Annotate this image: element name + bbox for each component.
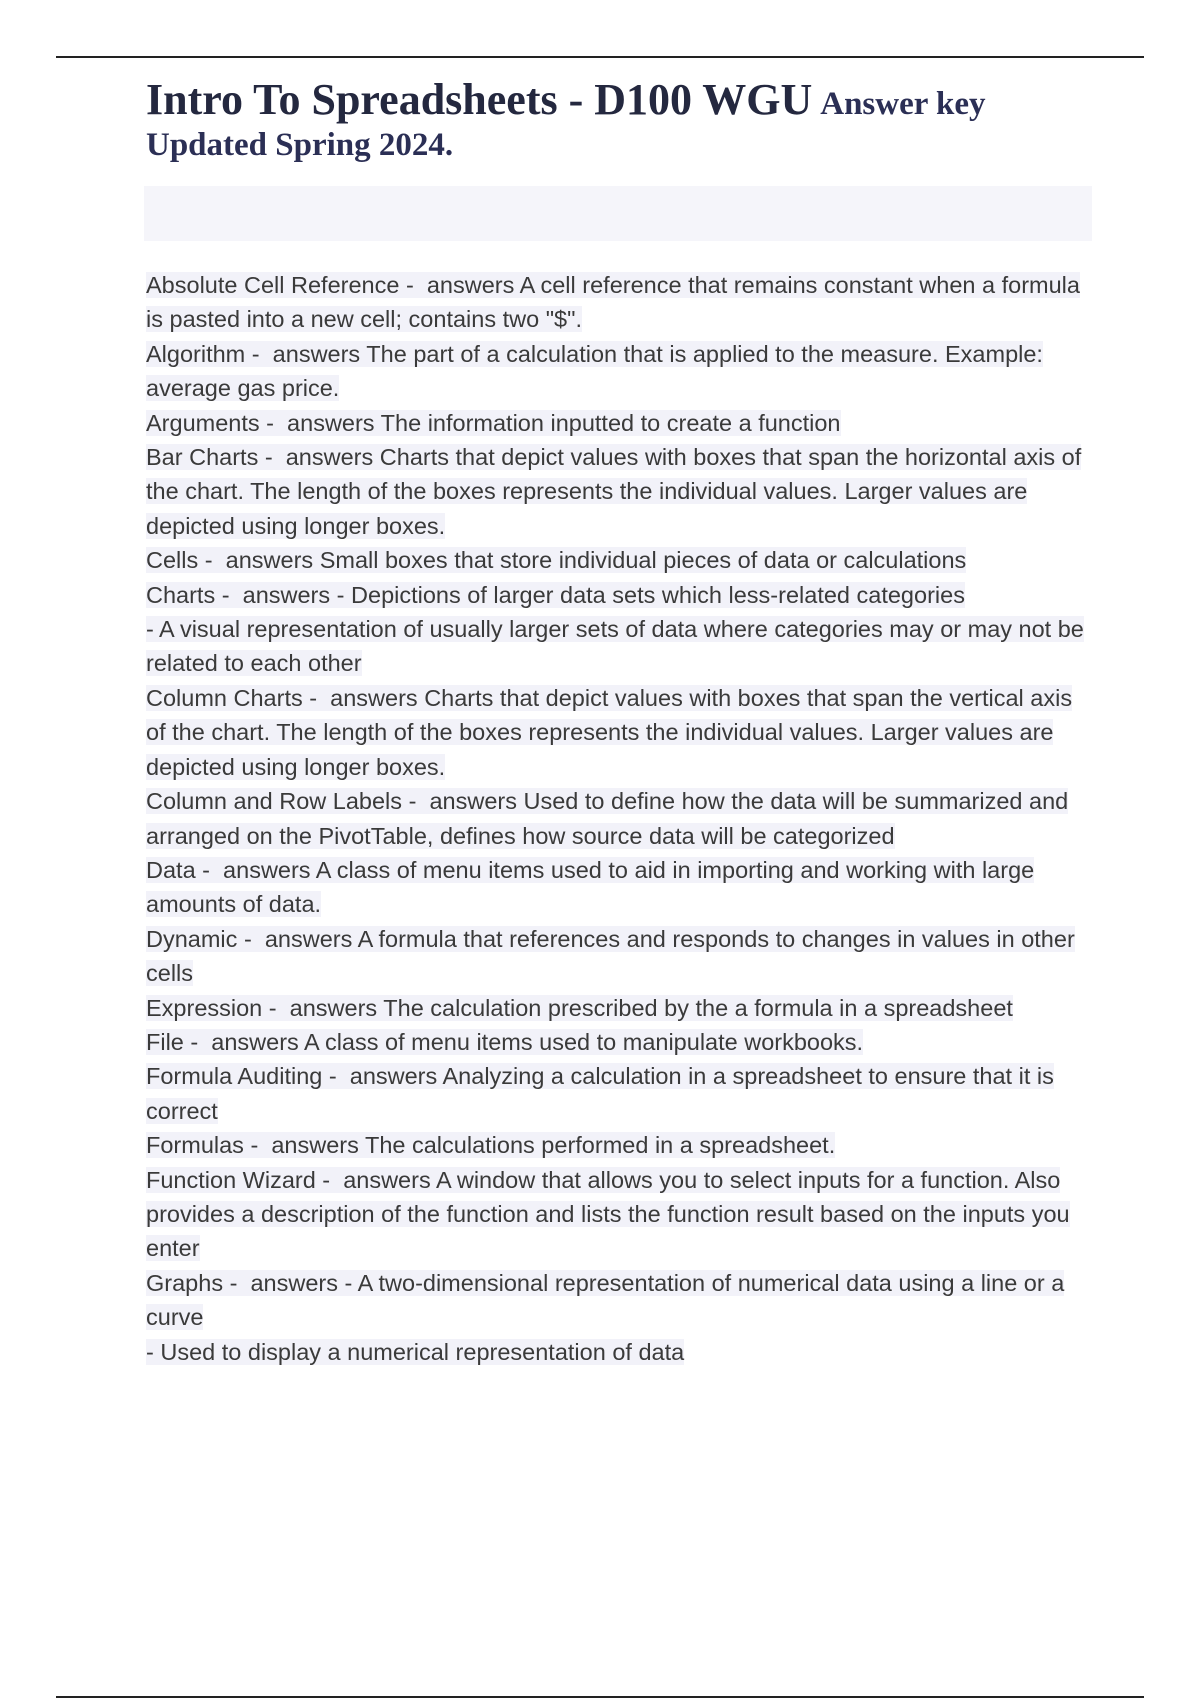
bottom-rule: [56, 1696, 1144, 1698]
term-entry-text: [146, 1132, 835, 1158]
term-definition: The information inputted to create a function: [380, 409, 841, 436]
term-entry: [146, 1128, 1086, 1162]
term-name: Expression: [146, 994, 263, 1021]
term-name: Bar Charts: [146, 444, 259, 471]
term-definition: The calculations performed in a spreadsheet.: [364, 1132, 836, 1159]
term-name: Formulas: [146, 1132, 244, 1159]
term-entry-text: [146, 272, 1080, 332]
term-separator: - answers: [259, 409, 381, 436]
term-definition: A cell reference that remains constant when a formula is pasted into a new cell; contains two "$".: [146, 272, 1080, 333]
term-definition: The part of a calculation that is applied to the measure. Example: average gas price.: [146, 340, 1043, 402]
term-entry: [146, 784, 1086, 853]
term-entry: [146, 440, 1086, 543]
term-definition: Used to define how the data will be summarized and arranged on the PivotTable, defines how source data will be categorized: [146, 788, 1069, 849]
term-separator: - answers: [315, 1166, 436, 1193]
term-entry-text: [146, 1029, 863, 1055]
term-name: Arguments: [146, 409, 260, 436]
term-list: [146, 268, 1086, 1369]
term-name: Algorithm: [146, 340, 246, 367]
term-entry: [146, 337, 1086, 406]
term-separator: - answers: [183, 1028, 305, 1055]
term-name: Column Charts: [146, 684, 303, 711]
term-name: Data: [146, 856, 196, 883]
term-entry: [146, 1266, 1086, 1369]
term-name: File: [146, 1028, 184, 1055]
term-separator: - answers: [243, 1132, 365, 1159]
term-name: Function Wizard: [146, 1166, 316, 1193]
term-entry-text: [146, 1063, 1054, 1123]
term-entry-text: [146, 926, 1075, 986]
term-entry: [146, 406, 1086, 440]
term-definition: - A two-dimensional representation of numerical data using a line or a curve: [146, 1269, 1065, 1331]
term-entry-text: [146, 685, 1072, 780]
term-entry: [146, 578, 1086, 681]
term-entry-text: [146, 547, 966, 573]
term-name: Dynamic: [146, 925, 238, 952]
term-separator: - answers: [237, 925, 358, 952]
term-entry: [146, 1025, 1086, 1059]
term-entry: [146, 268, 1086, 337]
term-entry: [146, 1059, 1086, 1128]
term-entry-text: [146, 341, 1043, 401]
term-entry: [146, 543, 1086, 577]
term-entry: [146, 681, 1086, 784]
term-definition: The calculation prescribed by the a formula in a spreadsheet: [383, 994, 1013, 1021]
term-definition: Charts that depict values with boxes that span the horizontal axis of the chart. The length of the boxes represents the individual values. Larger values are depicted using longer boxes.: [146, 444, 1082, 539]
top-rule: [56, 56, 1144, 58]
term-separator: - answers: [258, 444, 380, 471]
term-definition: A formula that references and responds to changes in values in other cells: [146, 925, 1075, 987]
term-entry: [146, 991, 1086, 1025]
term-separator: - answers: [262, 994, 384, 1021]
term-definition: Analyzing a calculation in a spreadsheet to ensure that it is correct: [146, 1063, 1054, 1124]
term-entry-text: [146, 1270, 1064, 1330]
document-subtitle-answer-key: Answer key: [820, 86, 986, 122]
term-entry-text: [146, 995, 1013, 1021]
term-name: Graphs: [146, 1269, 224, 1296]
term-definition: A class of menu items used to manipulate workbooks.: [304, 1028, 864, 1055]
term-name: Cells: [146, 547, 199, 574]
term-definition: A window that allows you to select inputs for a function. Also provides a description of the function and lists the function result based on the inputs you enter: [146, 1166, 1070, 1262]
term-separator: - answers: [215, 581, 337, 608]
term-definition: A class of menu items used to aid in importing and working with large amounts of data.: [146, 856, 1035, 918]
term-definition: Small boxes that store individual pieces of data or calculations: [319, 547, 967, 574]
document-subtitle-updated: Updated Spring 2024.: [146, 126, 454, 163]
term-name: Absolute Cell Reference: [146, 272, 400, 298]
term-definition: - Depictions of larger data sets which less-related categories: [336, 581, 965, 608]
document-title: Intro To Spreadsheets - D100 WGU: [146, 75, 813, 124]
term-entry-text: [146, 444, 1081, 539]
term-entry-text: [146, 788, 1068, 848]
term-entry: [146, 1163, 1086, 1266]
term-separator: - answers: [402, 788, 524, 815]
term-name: Charts: [146, 581, 216, 608]
term-entry: [146, 922, 1086, 991]
term-entry-text: [146, 857, 1034, 917]
term-definition-extra: - A visual representation of usually larger sets of data where categories may or may not be related to each other: [146, 616, 1084, 677]
term-definition: Charts that depict values with boxes that span the vertical axis of the chart. The length of the boxes represents the individual values. Larger values are depicted using longer boxes.: [146, 684, 1073, 780]
term-separator: - answers: [223, 1269, 345, 1296]
term-separator: - answers: [399, 272, 520, 298]
term-entry-text: [146, 410, 841, 436]
term-name: Column and Row Labels: [146, 788, 403, 815]
term-separator: - answers: [245, 340, 367, 367]
term-entry-text: [146, 582, 965, 608]
blank-band: [144, 186, 1092, 241]
term-separator: - answers: [302, 684, 425, 711]
term-separator: - answers: [198, 547, 320, 574]
term-definition-extra: - Used to display a numerical representation of data: [146, 1338, 685, 1365]
term-separator: - answers: [195, 856, 316, 883]
term-name: Formula Auditing: [146, 1063, 323, 1090]
term-entry-text: [146, 1167, 1070, 1262]
term-entry: [146, 853, 1086, 922]
document-title-block: [146, 74, 1106, 165]
term-separator: - answers: [322, 1063, 443, 1090]
